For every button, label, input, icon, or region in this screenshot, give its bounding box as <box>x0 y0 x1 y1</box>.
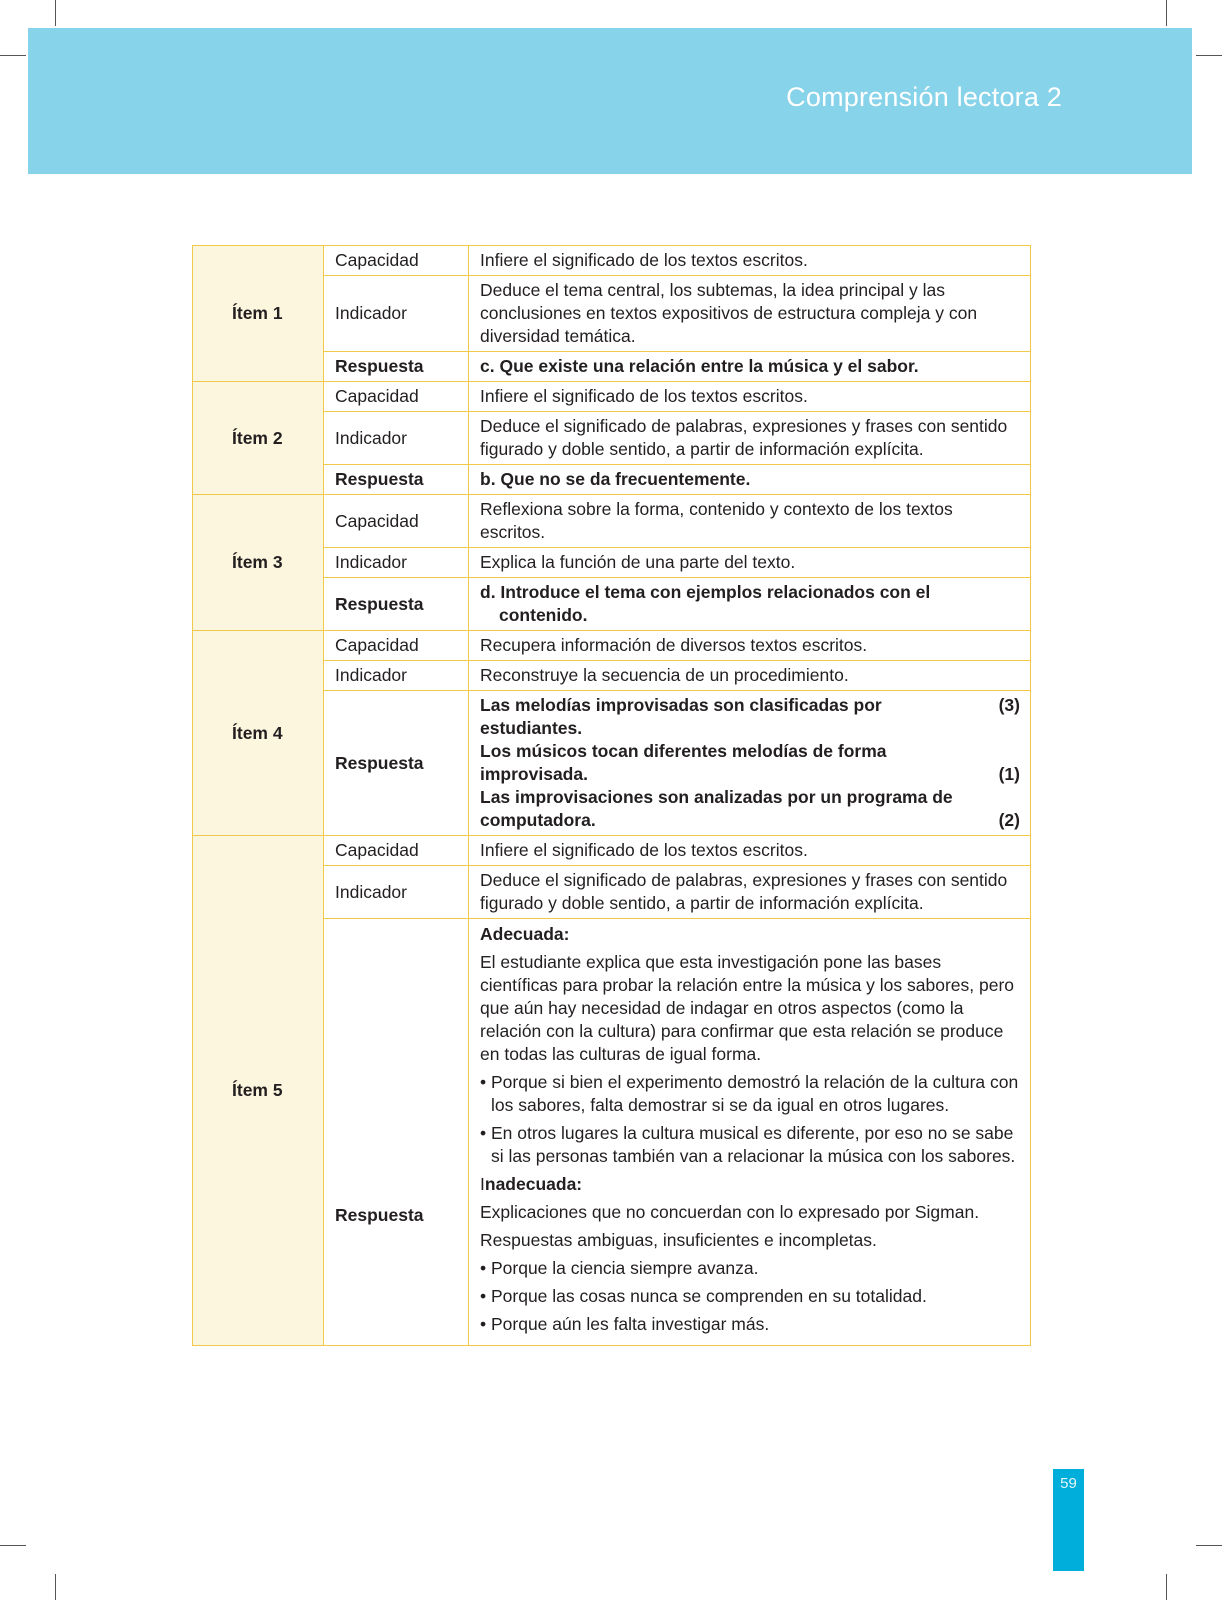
table-row <box>193 495 1031 548</box>
indicador-text: Deduce el significado de palabras, expresiones y frases con sentido figurado y doble sentido, a partir de información explícita. <box>469 412 1031 465</box>
item-label: Ítem 2 <box>193 382 324 495</box>
capacidad-text: Recupera información de diversos textos escritos. <box>469 631 1031 661</box>
sequence-order: (1) <box>998 764 1020 784</box>
sequence-step-continued: improvisada. (1) <box>480 764 1020 784</box>
sequence-step: Las improvisaciones son analizadas por un programa de <box>480 787 953 807</box>
row-label-indicador: Indicador <box>324 276 469 352</box>
row-label-capacidad: Capacidad <box>324 495 469 548</box>
item-label: Ítem 1 <box>193 246 324 382</box>
crop-mark <box>1166 1574 1167 1600</box>
crop-mark <box>0 55 26 56</box>
inadecuada-bullet: • Porque las cosas nunca se comprenden en su totalidad. <box>480 1286 927 1306</box>
row-label-respuesta: Respuesta <box>324 919 469 1346</box>
indicador-text: Reconstruye la secuencia de un procedimiento. <box>469 661 1031 691</box>
inadecuada-text: Explicaciones que no concuerdan con lo expresado por Sigman. <box>480 1202 980 1222</box>
table-row <box>193 631 1031 661</box>
crop-mark <box>1166 0 1167 26</box>
rubric-answer <box>469 919 1031 1346</box>
crop-mark <box>1196 1545 1222 1546</box>
inadecuada-bullet: • Porque aún les falta investigar más. <box>480 1314 770 1334</box>
capacidad-text: Infiere el significado de los textos escritos. <box>469 382 1031 412</box>
adecuada-text: El estudiante explica que esta investigación pone las bases científicas para probar la relación entre la música y los sabores, pero que aún hay necesidad de indagar en otros aspectos (como la relación con la cultura) para confirmar que esta relación se produce en todas las culturas de igual forma. <box>480 952 1015 1064</box>
row-label-capacidad: Capacidad <box>324 836 469 866</box>
capacidad-text: Reflexiona sobre la forma, contenido y contexto de los textos escritos. <box>469 495 1031 548</box>
page-number: 59 <box>1060 1475 1077 1492</box>
capacidad-text: Infiere el significado de los textos escritos. <box>469 246 1031 276</box>
row-label-respuesta: Respuesta <box>324 352 469 382</box>
row-label-respuesta: Respuesta <box>324 465 469 495</box>
inadecuada-heading: Inadecuada: <box>480 1174 583 1194</box>
answer-key-table <box>192 245 1031 1346</box>
sequence-order: (3) <box>998 695 1020 715</box>
indicador-text: Explica la función de una parte del texto. <box>469 548 1031 578</box>
inadecuada-text: Respuestas ambiguas, insuficientes e incompletas. <box>480 1230 877 1250</box>
crop-mark <box>55 0 56 26</box>
item-label: Ítem 4 <box>193 631 324 836</box>
table-row <box>193 246 1031 276</box>
row-label-respuesta: Respuesta <box>324 691 469 836</box>
respuesta-text: b. Que no se da frecuentemente. <box>469 465 1031 495</box>
item-label: Ítem 5 <box>193 836 324 1346</box>
row-label-capacidad: Capacidad <box>324 246 469 276</box>
row-label-capacidad: Capacidad <box>324 631 469 661</box>
inadecuada-bullet: • Porque la ciencia siempre avanza. <box>480 1258 759 1278</box>
row-label-capacidad: Capacidad <box>324 382 469 412</box>
sequence-answer <box>469 691 1031 836</box>
respuesta-cell <box>469 578 1031 631</box>
adecuada-bullet: • Porque si bien el experimento demostró la relación de la cultura con los sabores, falta demostrar si se da igual en otros lugares. <box>480 1072 1019 1115</box>
respuesta-text: d. Introduce el tema con ejemplos relacionados con el <box>480 582 931 602</box>
respuesta-text: c. Que existe una relación entre la música y el sabor. <box>469 352 1031 382</box>
row-label-indicador: Indicador <box>324 412 469 465</box>
table-row <box>193 836 1031 866</box>
sequence-step-continued: computadora. (2) <box>480 810 1020 830</box>
page-title: Comprensión lectora 2 <box>786 82 1062 112</box>
adecuada-heading: Adecuada: <box>480 924 570 944</box>
crop-mark <box>55 1574 56 1600</box>
row-label-indicador: Indicador <box>324 661 469 691</box>
crop-mark <box>1196 55 1222 56</box>
table-row <box>193 382 1031 412</box>
indicador-text: Deduce el tema central, los subtemas, la idea principal y las conclusiones en textos expositivos de estructura compleja y con diversidad temática. <box>469 276 1031 352</box>
indicador-text: Deduce el significado de palabras, expresiones y frases con sentido figurado y doble sentido, a partir de información explícita. <box>469 866 1031 919</box>
capacidad-text: Infiere el significado de los textos escritos. <box>469 836 1031 866</box>
row-label-respuesta: Respuesta <box>324 578 469 631</box>
row-label-indicador: Indicador <box>324 866 469 919</box>
respuesta-text-continued: contenido. <box>499 605 588 625</box>
row-label-indicador: Indicador <box>324 548 469 578</box>
sequence-step: Las melodías improvisadas son clasificadas por estudiantes. (3) <box>480 695 1020 738</box>
sequence-step: Los músicos tocan diferentes melodías de forma <box>480 741 887 761</box>
sequence-order: (2) <box>998 810 1020 830</box>
crop-mark <box>0 1545 26 1546</box>
item-label: Ítem 3 <box>193 495 324 631</box>
adecuada-bullet: • En otros lugares la cultura musical es diferente, por eso no se sabe si las personas también van a relacionar la música con los sabores. <box>480 1123 1016 1166</box>
